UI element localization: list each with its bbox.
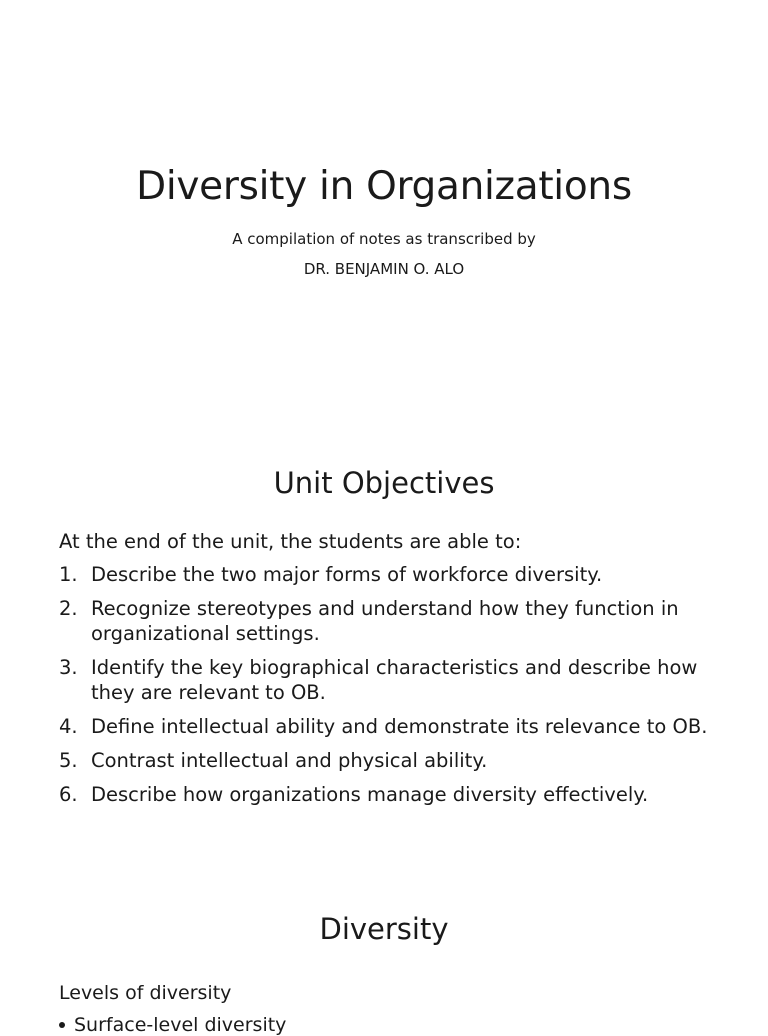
- objectives-slide: [0, 416, 768, 848]
- objective-text: Identify the key biographical characteristics and describe how they are relevant to OB.: [91, 656, 698, 704]
- title-slide: [0, 0, 768, 416]
- objectives-list: [59, 562, 739, 816]
- levels-label: Levels of diversity: [59, 982, 232, 1004]
- objective-text: Describe how organizations manage diversity effectively.: [91, 783, 649, 806]
- subtitle-compilation-note: A compilation of notes as transcribed by: [232, 230, 536, 248]
- document-title: Diversity in Organizations: [136, 164, 632, 209]
- objective-number: 3.: [59, 656, 78, 679]
- bullet-item: [59, 1014, 286, 1036]
- bullet-icon: [59, 1022, 65, 1028]
- objective-item: [59, 714, 739, 739]
- objectives-intro: At the end of the unit, the students are able to:: [59, 530, 522, 553]
- objective-number: 4.: [59, 715, 78, 738]
- objective-item: [59, 596, 739, 646]
- objective-number: 1.: [59, 563, 78, 586]
- diversity-slide: [0, 848, 768, 1036]
- objective-item: [59, 782, 739, 807]
- bullet-text: Surface-level diversity: [74, 1014, 287, 1036]
- objective-text: Define intellectual ability and demonstrate its relevance to OB.: [91, 715, 708, 738]
- objective-number: 5.: [59, 749, 78, 772]
- objective-number: 2.: [59, 597, 78, 620]
- objective-item: [59, 562, 739, 587]
- objective-text: Describe the two major forms of workforce diversity.: [91, 563, 603, 586]
- objectives-heading: Unit Objectives: [273, 466, 495, 500]
- objective-item: [59, 748, 739, 773]
- objective-text: Recognize stereotypes and understand how they function in organizational settings.: [91, 597, 679, 645]
- objective-number: 6.: [59, 783, 78, 806]
- objective-item: [59, 655, 739, 705]
- objective-text: Contrast intellectual and physical ability.: [91, 749, 488, 772]
- diversity-heading: Diversity: [319, 912, 449, 946]
- subtitle-author: DR. BENJAMIN O. ALO: [303, 260, 465, 278]
